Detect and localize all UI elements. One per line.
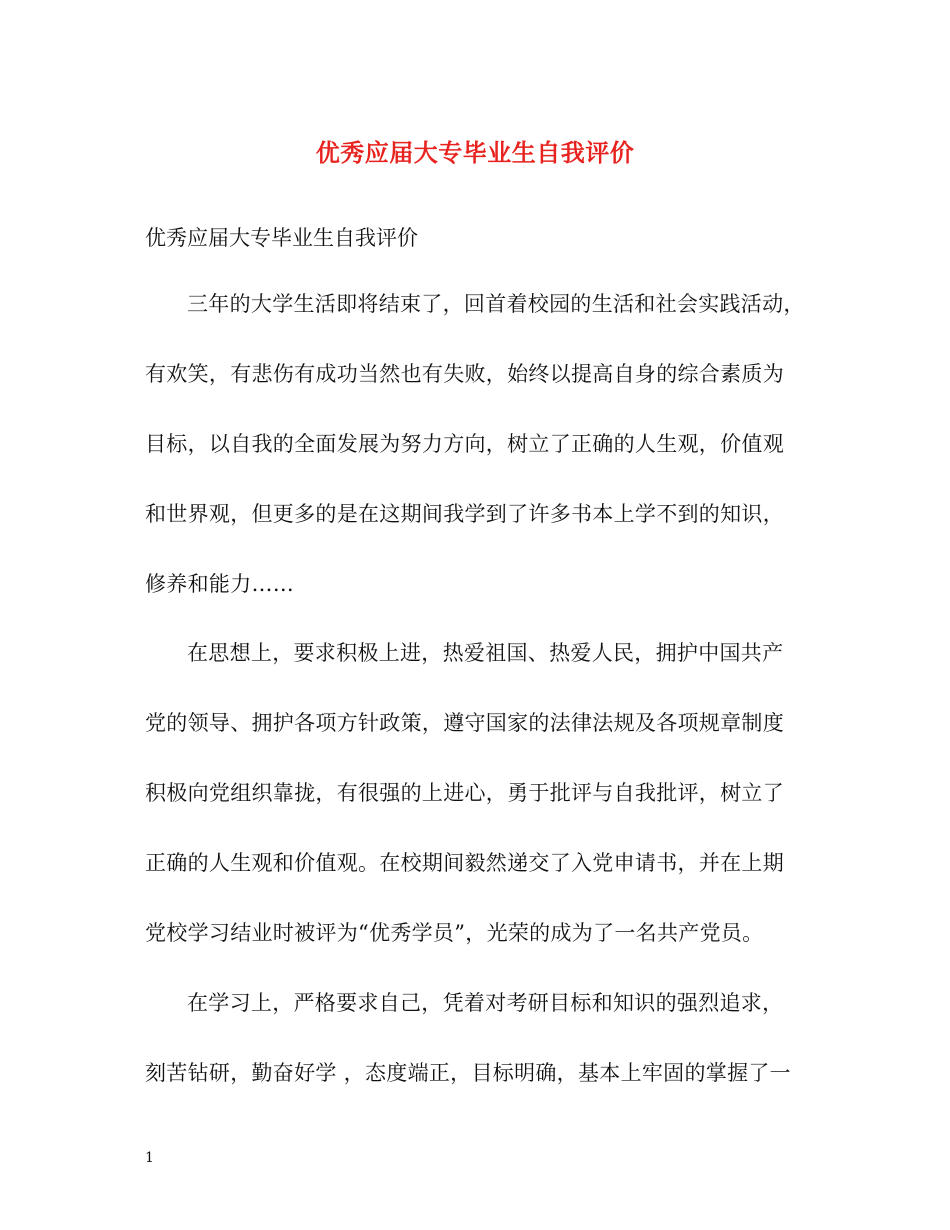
page-number: 1 (145, 1150, 154, 1166)
paragraph-line: 三年的大学生活即将结束了，回首着校园的生活和社会实践活动， (187, 292, 805, 316)
paragraph-line: 有欢笑，有悲伤有成功当然也有失败，始终以提高自身的综合素质为 (145, 362, 784, 386)
paragraph-line: 目标，以自我的全面发展为努力方向，树立了正确的人生观，价值观 (145, 432, 784, 456)
document-title: 优秀应届大专毕业生自我评价 (315, 138, 635, 167)
paragraph-line: 和世界观，但更多的是在这期间我学到了许多书本上学不到的知识， (145, 502, 784, 526)
paragraph-line: 党校学习结业时被评为“优秀学员”，光荣的成为了一名共产党员。 (145, 921, 764, 945)
paragraph-line: 在学习上，严格要求自己，凭着对考研目标和知识的强烈追求， (187, 991, 784, 1015)
paragraph-line: 修养和能力…… (145, 572, 295, 596)
paragraph-line: 党的领导、拥护各项方针政策，遵守国家的法律法规及各项规章制度 (145, 711, 784, 735)
paragraph-line: 正确的人生观和价值观。在校期间毅然递交了入党申请书，并在上期 (145, 851, 784, 875)
paragraph-line: 在思想上，要求积极上进，热爱祖国、热爱人民，拥护中国共产 (187, 641, 784, 665)
paragraph-line: 积极向党组织靠拢，有很强的上进心，勇于批评与自我批评，树立了 (145, 781, 784, 805)
paragraph-line: 刻苦钻研，勤奋好学 ，态度端正，目标明确，基本上牢固的掌握了一 (145, 1061, 791, 1085)
document-subtitle: 优秀应届大专毕业生自我评价 (145, 226, 418, 250)
